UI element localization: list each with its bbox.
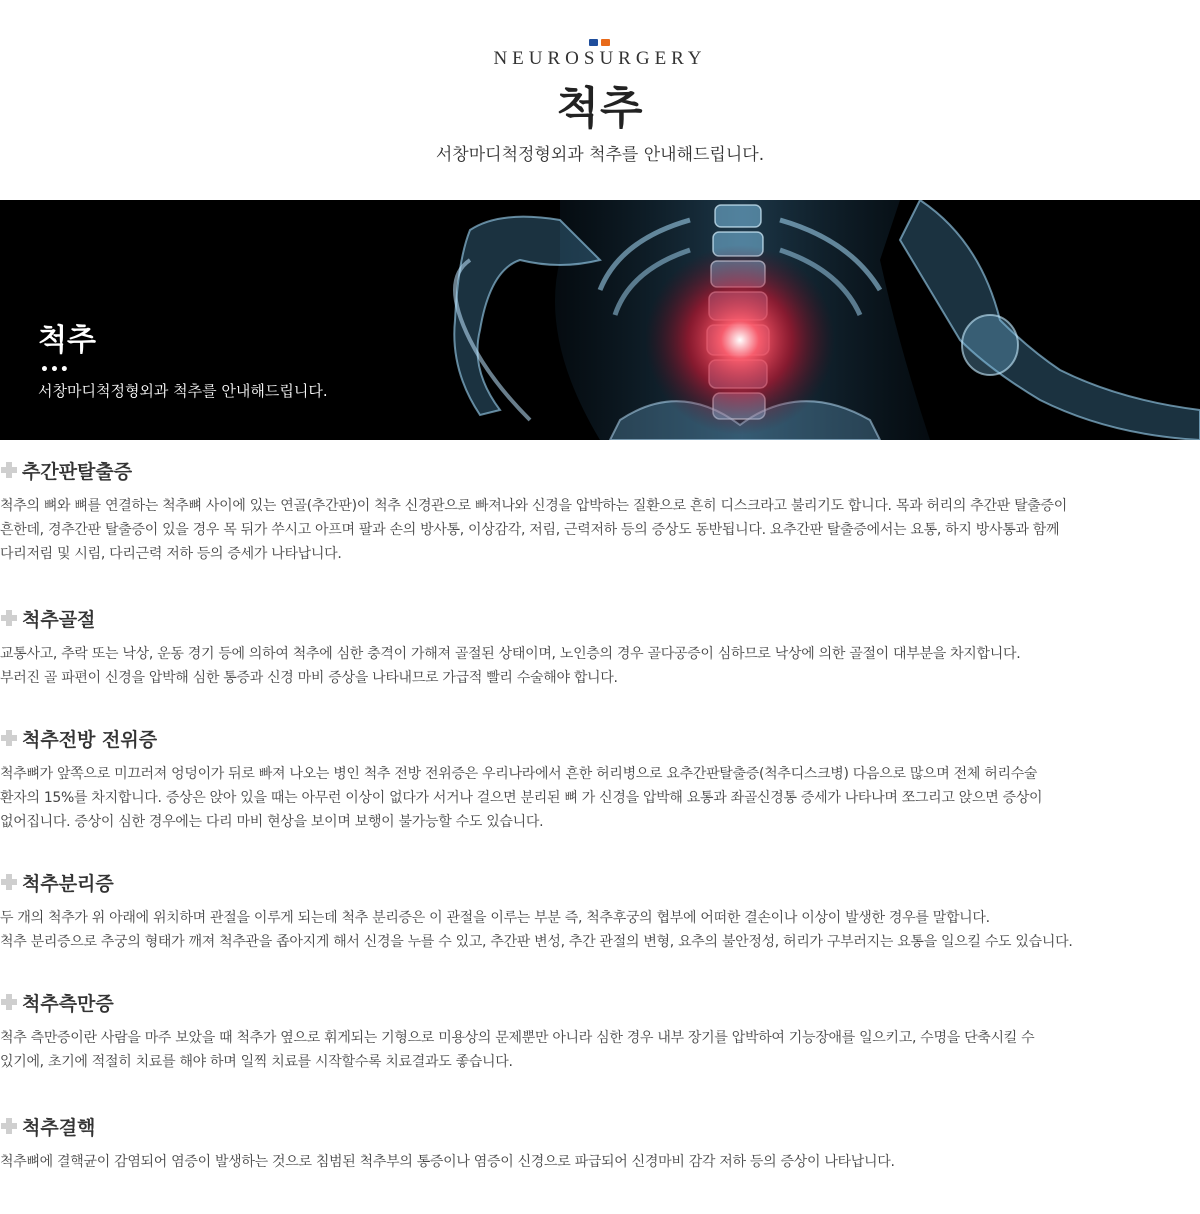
section-title: 척추결핵 — [22, 1116, 96, 1139]
page-title: 척추 — [556, 83, 644, 134]
spine-banner — [0, 200, 1200, 440]
section-body — [0, 494, 1190, 566]
section-text-line: 부러진 골 파편이 신경을 압박해 심한 통증과 신경 마비 증상을 나타내므로 가급적 빨리 수술해야 합니다. — [0, 670, 618, 686]
section-spinal-tuberculosis — [0, 1112, 1190, 1174]
section-body — [0, 1150, 1190, 1174]
section-spondylolisthesis — [0, 724, 1190, 834]
plus-icon — [0, 993, 18, 1011]
plus-icon — [0, 609, 18, 627]
section-text-line: 있기에, 초기에 적절히 치료를 해야 하며 일찍 치료를 시작할수록 치료결과도 좋습니다. — [0, 1054, 513, 1070]
section-title: 척추전방 전위증 — [22, 728, 158, 751]
section-scoliosis — [0, 988, 1190, 1074]
section-text-line: 척추 측만증이란 사람을 마주 보았을 때 척추가 옆으로 휘게되는 기형으로 미용상의 문제뿐만 아니라 심한 경우 내부 장기를 압박하여 기능장애를 일으키고, 수명을 단축시킬 수 — [0, 1030, 1035, 1046]
section-spondylolysis — [0, 868, 1190, 954]
section-spinal-fracture — [0, 604, 1190, 690]
section-text-line: 척추뼈에 결핵균이 감염되어 염증이 발생하는 것으로 침범된 척추부의 통증이나 염증이 신경으로 파급되어 신경마비 감각 저하 등의 증상이 나타납니다. — [0, 1154, 895, 1170]
banner-dots: ••• — [40, 362, 70, 378]
english-title: NEUROSURGERY — [493, 48, 707, 69]
plus-icon — [0, 1117, 18, 1135]
section-body — [0, 642, 1190, 690]
page-subtitle: 서창마디척정형외과 척추를 안내해드립니다. — [435, 145, 765, 165]
section-disc-herniation — [0, 456, 1190, 566]
section-text-line: 두 개의 척추가 위 아래에 위치하며 관절을 이루게 되는데 척추 분리증은 이 관절을 이루는 부분 즉, 척추후궁의 협부에 어떠한 결손이나 이상이 발생한 경우를 말합니다. — [0, 910, 990, 926]
section-text-line: 다리저림 및 시림, 다리근력 저하 등의 증세가 나타납니다. — [0, 546, 342, 562]
section-text-line: 교통사고, 추락 또는 낙상, 운동 경기 등에 의하여 척추에 심한 충격이 가해져 골절된 상태이며, 노인층의 경우 골다공증이 심하므로 낙상에 의한 골절이 대부분을 차지합니다. — [0, 646, 1021, 662]
section-title: 척추분리증 — [22, 872, 114, 895]
section-text-line: 척추의 뼈와 뼈를 연결하는 척추뼈 사이에 있는 연골(추간판)이 척추 신경관으로 빠져나와 신경을 압박하는 질환으로 흔히 디스크라고 불리기도 합니다. 목과 허리의 추간판 탈출증이 — [0, 498, 1067, 514]
section-body — [0, 906, 1190, 954]
page-header — [0, 0, 1200, 200]
accent-dots — [589, 31, 613, 38]
plus-icon — [0, 461, 18, 479]
plus-icon — [0, 729, 18, 747]
section-title: 척추골절 — [22, 608, 96, 631]
section-body — [0, 1026, 1190, 1074]
section-text-line: 흔한데, 경추간판 탈출증이 있을 경우 목 뒤가 쑤시고 아프며 팔과 손의 방사통, 이상감각, 저림, 근력저하 등의 증상도 동반됩니다. 요추간판 탈출증에서는 요통, 하지 방사통과 함께 — [0, 522, 1060, 538]
section-text-line: 환자의 15%를 차지합니다. 증상은 앉아 있을 때는 아무런 이상이 없다가 서거나 걸으면 분리된 뼈 가 신경을 압박해 요통과 좌골신경통 증세가 나타나며 쪼그리고 앉으면 증상이 — [0, 790, 1043, 806]
section-text-line: 척추 분리증으로 추궁의 형태가 깨져 척추관을 좁아지게 해서 신경을 누를 수 있고, 추간판 변성, 추간 관절의 변형, 요추의 불안정성, 허리가 구부러지는 요통을 일으킬 수도 있습니다. — [0, 934, 1073, 950]
section-title: 척추측만증 — [22, 992, 114, 1015]
spine-xray-illustration — [0, 200, 1200, 440]
plus-icon — [0, 873, 18, 891]
section-body — [0, 762, 1190, 834]
accent-dot-orange — [601, 39, 610, 46]
banner-subtitle: 서창마디척정형외과 척추를 안내해드립니다. — [38, 382, 328, 400]
accent-dot-blue — [589, 39, 598, 46]
section-title: 추간판탈출증 — [22, 460, 133, 483]
section-text-line: 척추뼈가 앞쪽으로 미끄러져 엉덩이가 뒤로 빠져 나오는 병인 척추 전방 전위증은 우리나라에서 흔한 허리병으로 요추간판탈출증(척추디스크병) 다음으로 많으며 전체 허리수술 — [0, 766, 1038, 782]
banner-title: 척추 — [38, 323, 96, 358]
section-text-line: 없어집니다. 증상이 심한 경우에는 다리 마비 현상을 보이며 보행이 불가능할 수도 있습니다. — [0, 814, 544, 830]
